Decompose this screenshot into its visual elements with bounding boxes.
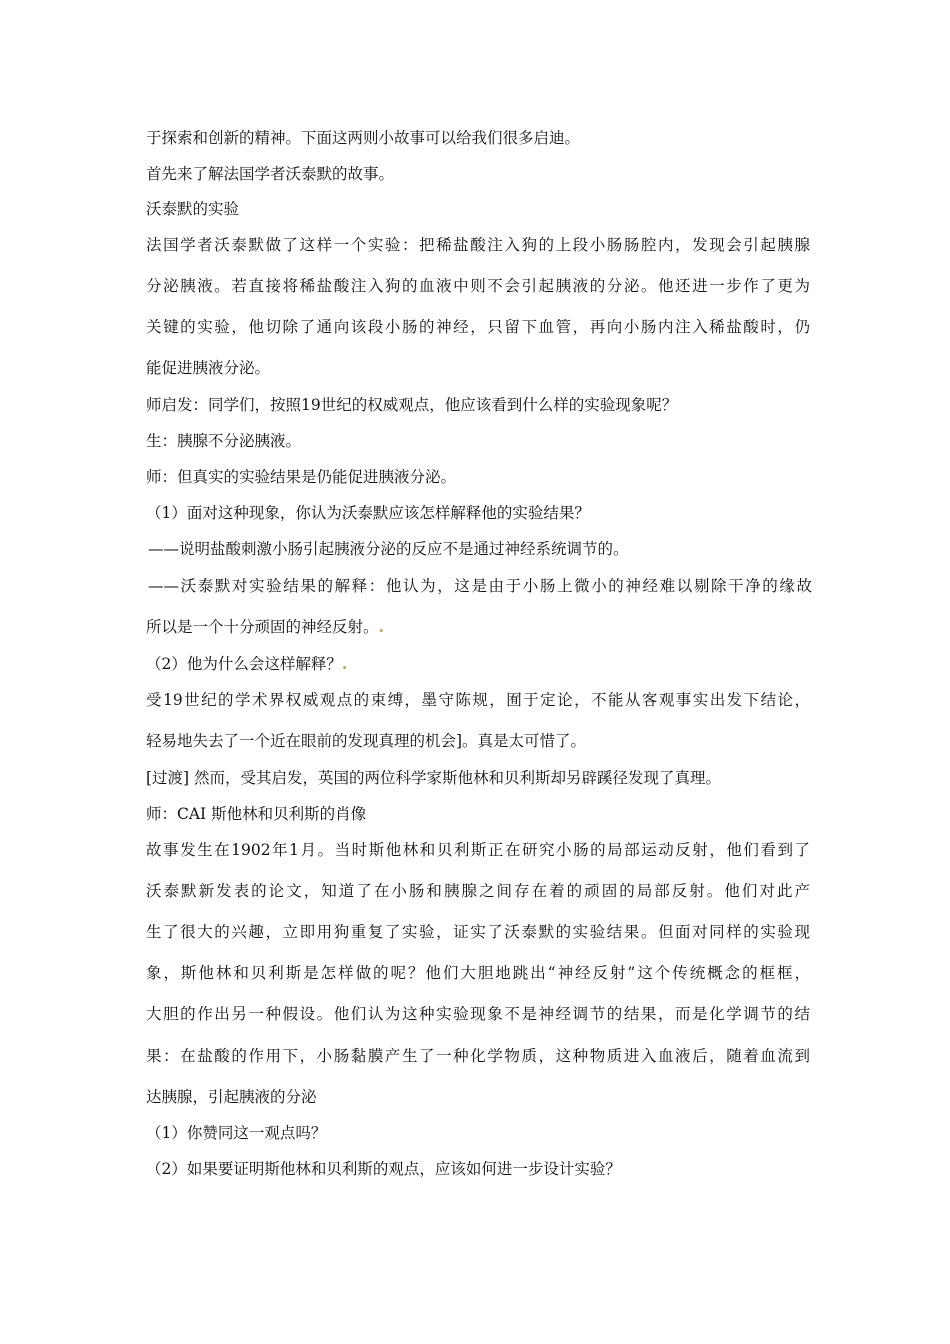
highlight-mark: . [341,654,348,673]
text-line: 于探索和创新的精神。下面这两则小故事可以给我们很多启迪。 [146,129,581,147]
answer-line: ——沃泰默对实验结果的解释：他认为，这是由于小肠上微小的神经难以剔除干净的缘故 [148,577,812,595]
section-heading: 沃泰默的实验 [146,200,240,218]
text-line: 轻易地失去了一个近在眼前的发现真理的机会]。真是太可惜了。 [146,732,587,750]
text-line: 生：胰腺不分泌胰液。 [146,432,302,450]
text-line: 师：CAI 斯他林和贝利斯的肖像 [146,805,367,823]
text-line: 师：但真实的实验结果是仍能促进胰液分泌。 [146,468,457,486]
text-line: 能促进胰液分泌。 [146,359,271,377]
highlight-mark: . [378,617,384,636]
text-line: 大胆的作出另一种假设。他们认为这种实验现象不是神经调节的结果，而是化学调节的结 [146,1005,810,1023]
text-line: 生了很大的兴趣，立即用狗重复了实验，证实了沃泰默的实验结果。但面对同样的实验现 [146,923,810,941]
text-line: 果：在盐酸的作用下，小肠黏膜产生了一种化学物质，这种物质进入血液后，随着血流到 [146,1047,810,1065]
text-line: 达胰腺，引起胰液的分泌 [146,1088,317,1106]
question-line: （1）你赞同这一观点吗？ [146,1124,327,1142]
text-line: 沃泰默新发表的论文，知道了在小肠和胰腺之间存在着的顽固的局部反射。他们对此产 [146,882,810,900]
question-line [146,654,347,674]
text-line: 师启发：同学们，按照19世纪的权威观点，他应该看到什么样的实验现象呢？ [146,396,678,414]
text-content: （2）他为什么会这样解释？ [146,655,342,673]
text-line [146,617,384,637]
text-line: 分泌胰液。若直接将稀盐酸注入狗的血液中则不会引起胰液的分泌。他还进一步作了更为 [146,277,810,295]
transition-line: [过渡] 然而，受其启发，英国的两位科学家斯他林和贝利斯却另辟蹊径发现了真理。 [146,769,722,787]
text-content: 所以是一个十分顽固的神经反射。 [146,618,379,636]
text-line: 首先来了解法国学者沃泰默的故事。 [146,165,395,183]
question-line: （1）面对这种现象，你认为沃泰默应该怎样解释他的实验结果？ [146,504,590,522]
answer-line: ——说明盐酸刺激小肠引起胰液分泌的反应不是通过神经系统调节的。 [148,540,629,558]
text-line: 象，斯他林和贝利斯是怎样做的呢？他们大胆地跳出“神经反射”这个传统概念的框框， [146,964,810,982]
question-line: （2）如果要证明斯他林和贝利斯的观点，应该如何进一步设计实验？ [146,1160,621,1178]
text-line: 法国学者沃泰默做了这样一个实验：把稀盐酸注入狗的上段小肠肠腔内，发现会引起胰腺 [146,236,810,254]
text-line: 受19世纪的学术界权威观点的束缚，墨守陈规，囿于定论，不能从客观事实出发下结论， [146,691,810,709]
text-line: 关键的实验，他切除了通向该段小肠的神经，只留下血管，再向小肠内注入稀盐酸时，仍 [146,318,810,336]
text-line: 故事发生在1902年1月。当时斯他林和贝利斯正在研究小肠的局部运动反射，他们看到了 [146,841,810,859]
